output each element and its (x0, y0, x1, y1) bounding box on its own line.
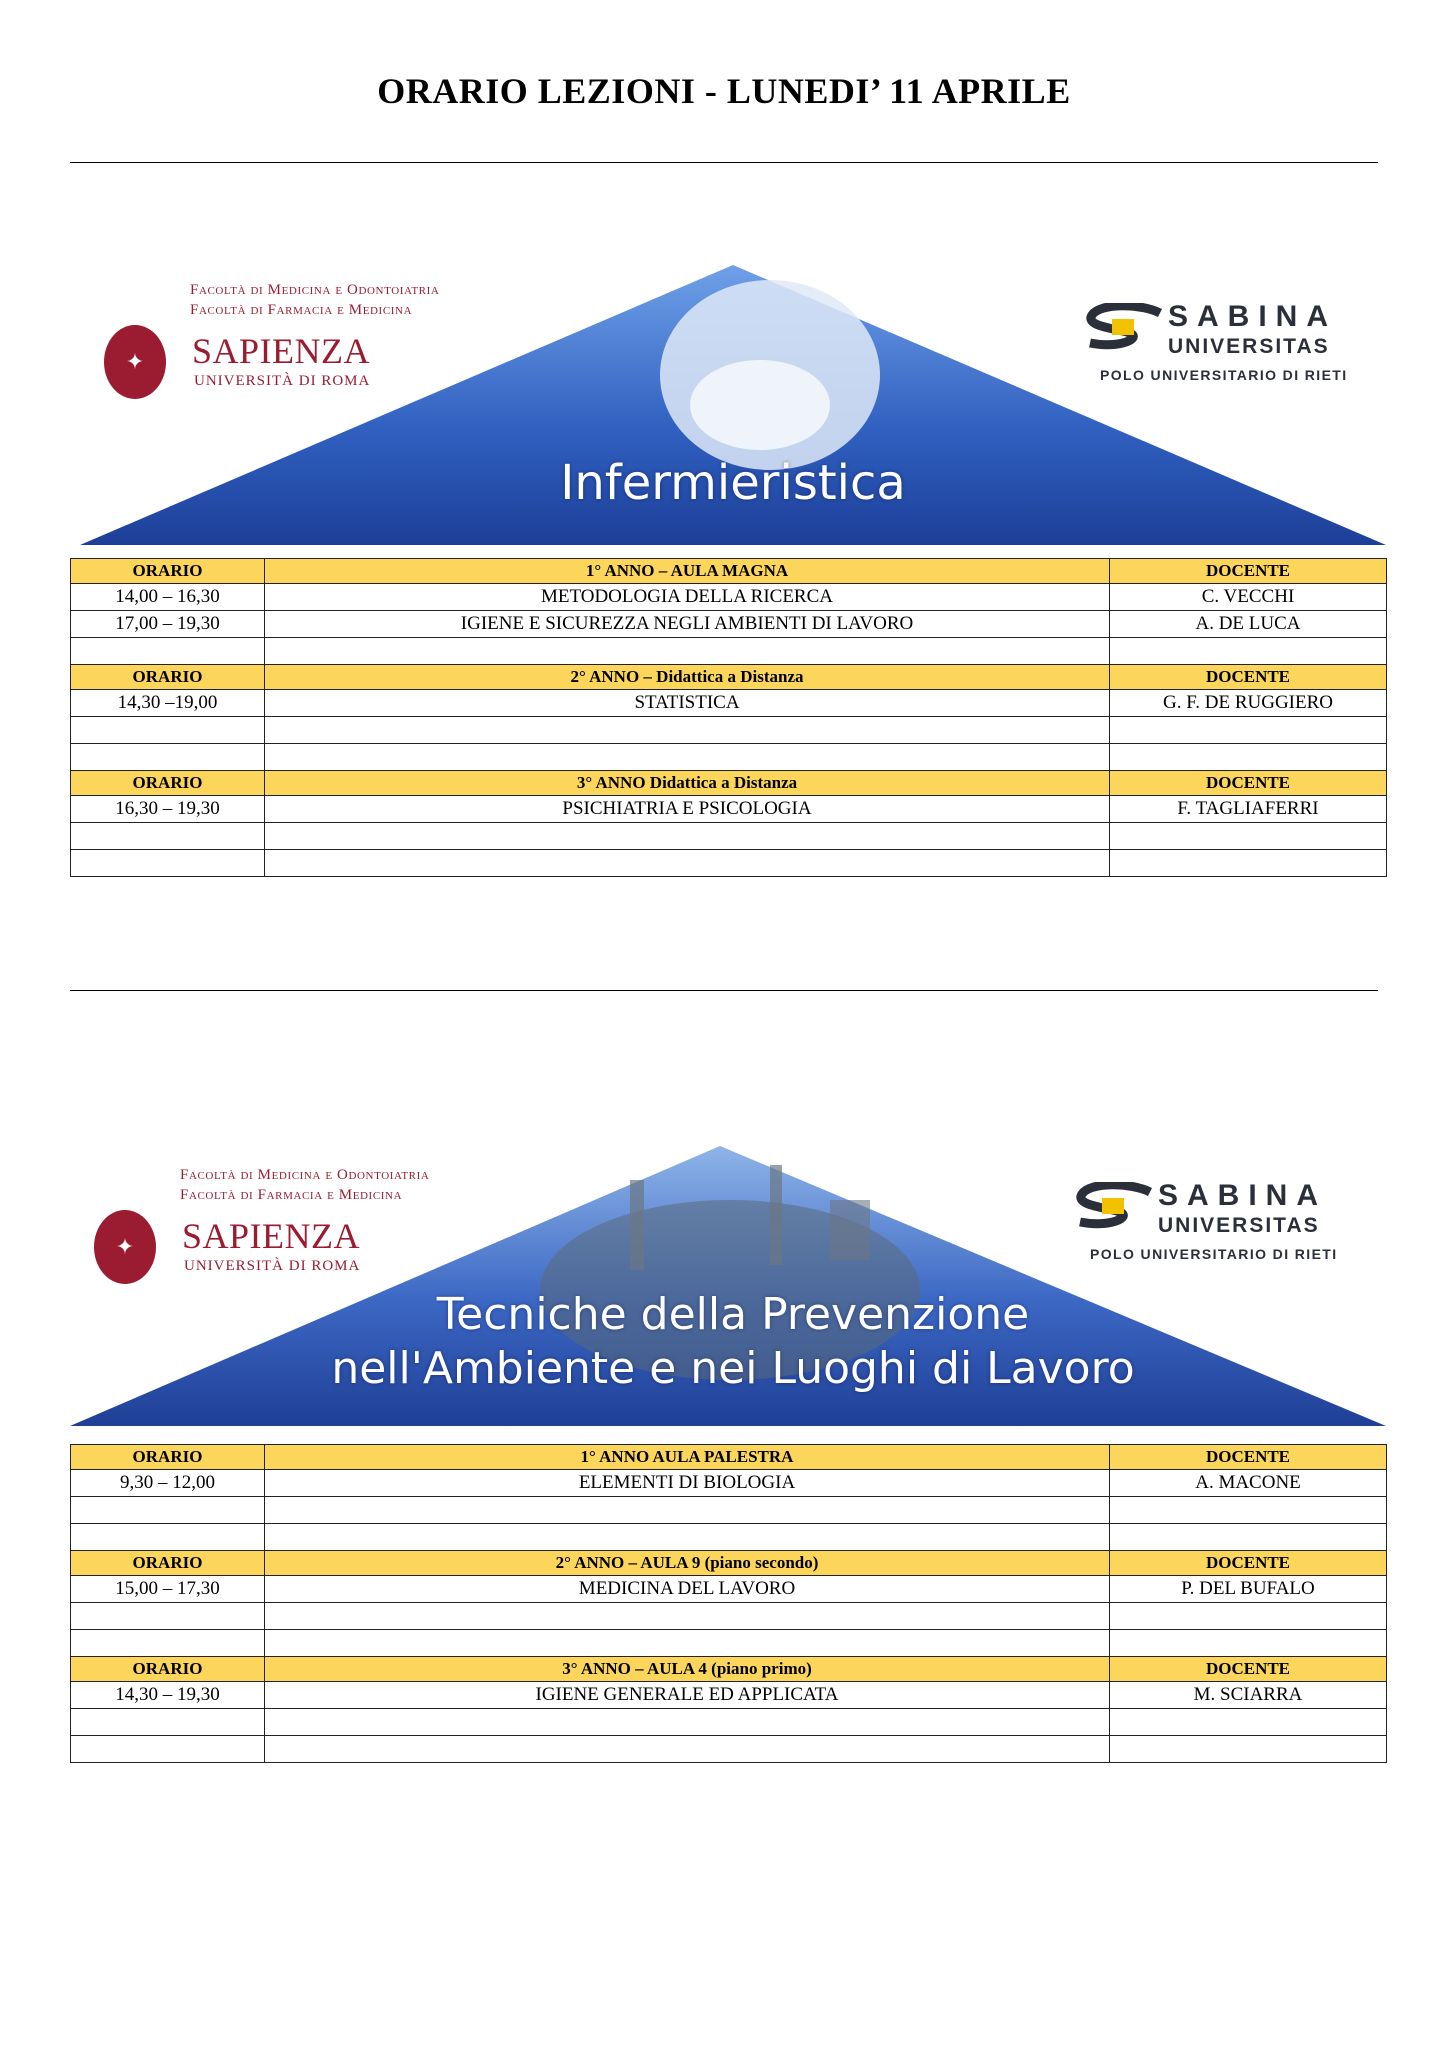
table-row (71, 796, 1387, 823)
teacher-cell (1110, 717, 1387, 744)
teacher-cell (1110, 1524, 1387, 1551)
year-room-header: 1° ANNO – AULA MAGNA (265, 559, 1110, 584)
teacher-cell (1110, 850, 1387, 877)
teacher-cell (1110, 1709, 1387, 1736)
schedule-table-infermieristica (70, 558, 1387, 877)
table-row (71, 1682, 1387, 1709)
subject-cell (265, 1497, 1110, 1524)
time-cell (71, 1736, 265, 1763)
table-header-row (71, 1551, 1387, 1576)
sabina-logo-icon (1070, 1182, 1160, 1232)
year-room-header: 3° ANNO – AULA 4 (piano primo) (265, 1657, 1110, 1682)
table-row (71, 1497, 1387, 1524)
time-cell (71, 823, 265, 850)
table-header-row (71, 665, 1387, 690)
sabina-wordmark: SABINA (1168, 300, 1338, 333)
course-title-line-2: nell'Ambiente e nei Luoghi di Lavoro (331, 1343, 1135, 1394)
teacher-cell: M. SCIARRA (1110, 1682, 1387, 1709)
year-room-header: 1° ANNO AULA PALESTRA (265, 1445, 1110, 1470)
year-room-header: 2° ANNO – AULA 9 (piano secondo) (265, 1551, 1110, 1576)
schedule-table-tecniche-prevenzione (70, 1444, 1387, 1763)
table-row (71, 850, 1387, 877)
course-title-line: Infermieristica (560, 455, 906, 511)
subject-cell (265, 823, 1110, 850)
teacher-cell (1110, 638, 1387, 665)
subject-cell: METODOLOGIA DELLA RICERCA (265, 584, 1110, 611)
section-divider (70, 990, 1378, 991)
teacher-cell (1110, 744, 1387, 771)
subject-cell (265, 850, 1110, 877)
subject-cell: MEDICINA DEL LAVORO (265, 1576, 1110, 1603)
teacher-cell: F. TAGLIAFERRI (1110, 796, 1387, 823)
time-cell: 14,30 – 19,30 (71, 1682, 265, 1709)
docente-header: DOCENTE (1110, 1551, 1387, 1576)
title-divider (70, 162, 1378, 163)
teacher-cell (1110, 1603, 1387, 1630)
time-cell: 14,30 –19,00 (71, 690, 265, 717)
sapienza-subtitle: UNIVERSITÀ DI ROMA (184, 1258, 361, 1274)
subject-cell: IGIENE GENERALE ED APPLICATA (265, 1682, 1110, 1709)
teacher-cell: A. DE LUCA (1110, 611, 1387, 638)
year-room-header: 2° ANNO – Didattica a Distanza (265, 665, 1110, 690)
table-row (71, 611, 1387, 638)
year-room-header: 3° ANNO Didattica a Distanza (265, 771, 1110, 796)
table-row (71, 1576, 1387, 1603)
teacher-cell: P. DEL BUFALO (1110, 1576, 1387, 1603)
table-header-row (71, 559, 1387, 584)
sapienza-wordmark: SAPIENZA (192, 331, 371, 371)
table-header-row (71, 771, 1387, 796)
time-cell: 15,00 – 17,30 (71, 1576, 265, 1603)
course-title (70, 455, 1396, 511)
universitas-wordmark: UNIVERSITAS (1158, 1214, 1320, 1237)
teacher-cell (1110, 1497, 1387, 1524)
subject-cell (265, 1603, 1110, 1630)
universitas-wordmark: UNIVERSITAS (1168, 335, 1330, 358)
faculty-line-1: Facoltà di Medicina e Odontoiatria (180, 1167, 430, 1183)
subject-cell: IGIENE E SICUREZZA NEGLI AMBIENTI DI LAVORO (265, 611, 1110, 638)
teacher-cell (1110, 1630, 1387, 1657)
sapienza-seal-icon: ✦ (94, 1210, 156, 1284)
sabina-logo-icon (1080, 303, 1170, 353)
orario-header: ORARIO (71, 1551, 265, 1576)
teacher-cell (1110, 823, 1387, 850)
table-row (71, 638, 1387, 665)
course-title (70, 1288, 1396, 1396)
table-header-row (71, 1657, 1387, 1682)
orario-header: ORARIO (71, 1445, 265, 1470)
teacher-cell: G. F. DE RUGGIERO (1110, 690, 1387, 717)
table-row (71, 717, 1387, 744)
table-row (71, 1470, 1387, 1497)
faculty-line-2: Facoltà di Farmacia e Medicina (190, 302, 413, 318)
table-row (71, 744, 1387, 771)
subject-cell (265, 1709, 1110, 1736)
subject-cell (265, 744, 1110, 771)
time-cell: 16,30 – 19,30 (71, 796, 265, 823)
time-cell: 17,00 – 19,30 (71, 611, 265, 638)
subject-cell (265, 1630, 1110, 1657)
docente-header: DOCENTE (1110, 1657, 1387, 1682)
course-banner-infermieristica (70, 255, 1396, 545)
time-cell (71, 1524, 265, 1551)
time-cell (71, 1497, 265, 1524)
table-row (71, 1603, 1387, 1630)
subject-cell (265, 717, 1110, 744)
docente-header: DOCENTE (1110, 665, 1387, 690)
teacher-cell (1110, 1736, 1387, 1763)
course-banner-tecniche-prevenzione (70, 1140, 1396, 1430)
docente-header: DOCENTE (1110, 1445, 1387, 1470)
teacher-cell: A. MACONE (1110, 1470, 1387, 1497)
subject-cell: ELEMENTI DI BIOLOGIA (265, 1470, 1110, 1497)
subject-cell: STATISTICA (265, 690, 1110, 717)
sapienza-subtitle: UNIVERSITÀ DI ROMA (194, 373, 371, 389)
docente-header: DOCENTE (1110, 559, 1387, 584)
time-cell (71, 850, 265, 877)
table-row (71, 1630, 1387, 1657)
course-title-line-1: Tecniche della Prevenzione (436, 1289, 1030, 1340)
table-row (71, 1524, 1387, 1551)
table-row (71, 690, 1387, 717)
teacher-cell: C. VECCHI (1110, 584, 1387, 611)
faculty-line-2: Facoltà di Farmacia e Medicina (180, 1187, 403, 1203)
table-row (71, 584, 1387, 611)
subject-cell: PSICHIATRIA E PSICOLOGIA (265, 796, 1110, 823)
time-cell (71, 1603, 265, 1630)
sapienza-seal-icon: ✦ (104, 325, 166, 399)
time-cell (71, 717, 265, 744)
table-row (71, 823, 1387, 850)
time-cell (71, 638, 265, 665)
orario-header: ORARIO (71, 559, 265, 584)
table-header-row (71, 1445, 1387, 1470)
time-cell (71, 744, 265, 771)
table-row (71, 1736, 1387, 1763)
time-cell: 14,00 – 16,30 (71, 584, 265, 611)
sabina-wordmark: SABINA (1158, 1179, 1328, 1212)
orario-header: ORARIO (71, 665, 265, 690)
docente-header: DOCENTE (1110, 771, 1387, 796)
time-cell (71, 1630, 265, 1657)
faculty-line-1: Facoltà di Medicina e Odontoiatria (190, 282, 440, 298)
subject-cell (265, 638, 1110, 665)
table-row (71, 1709, 1387, 1736)
orario-header: ORARIO (71, 771, 265, 796)
time-cell (71, 1709, 265, 1736)
polo-rieti-label: POLO UNIVERSITARIO DI RIETI (1100, 367, 1348, 383)
orario-header: ORARIO (71, 1657, 265, 1682)
page-title: ORARIO LEZIONI - LUNEDI’ 11 APRILE (377, 71, 1071, 111)
subject-cell (265, 1736, 1110, 1763)
polo-rieti-label: POLO UNIVERSITARIO DI RIETI (1090, 1246, 1338, 1262)
time-cell: 9,30 – 12,00 (71, 1470, 265, 1497)
sapienza-wordmark: SAPIENZA (182, 1216, 361, 1256)
subject-cell (265, 1524, 1110, 1551)
